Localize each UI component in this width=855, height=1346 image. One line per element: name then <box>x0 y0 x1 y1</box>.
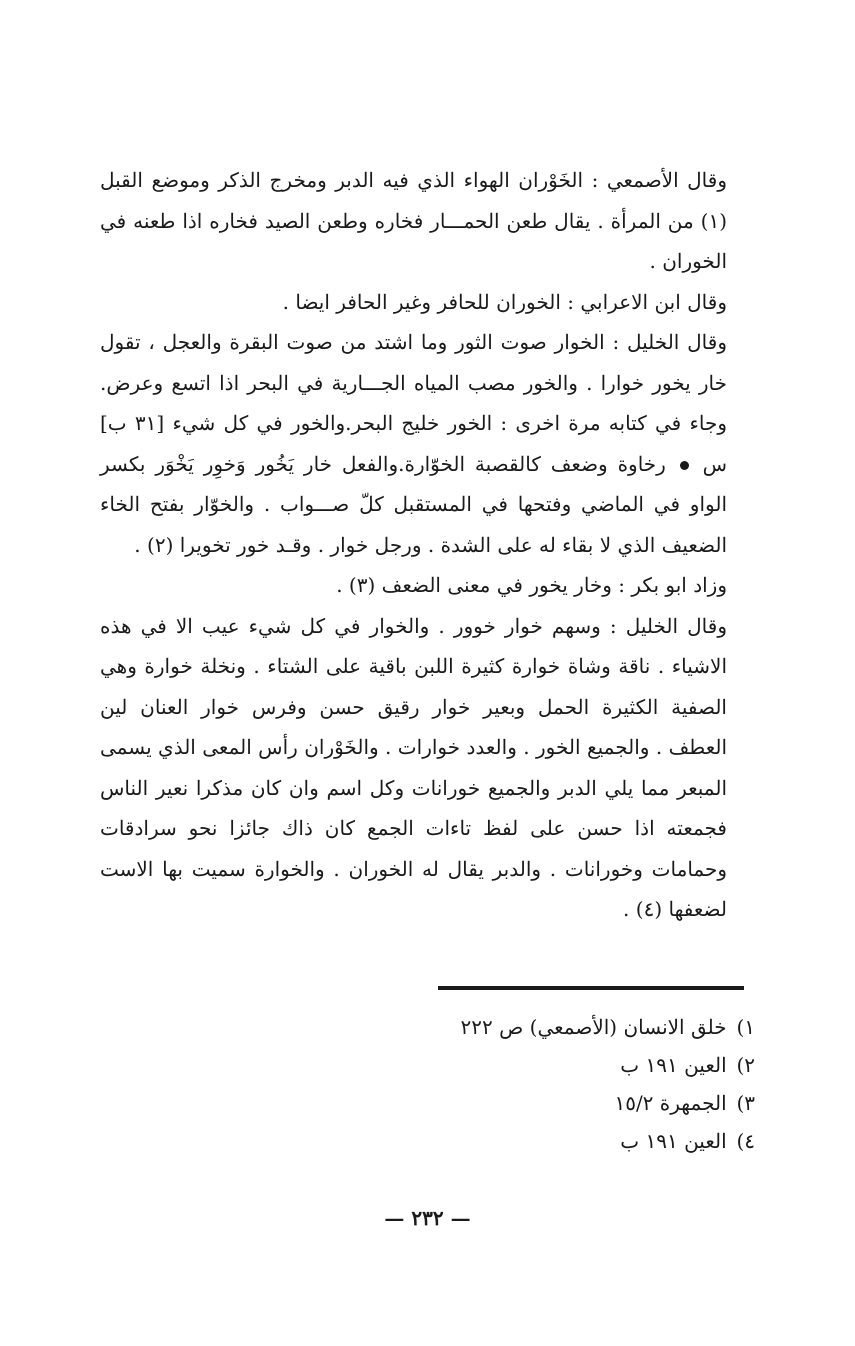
footnote-text: الجمهرة ١٥/٢ <box>614 1091 727 1115</box>
paragraph-abu-bakr: وزاد ابو بكر : وخار يخور في معنى الضعف (٣) . <box>336 573 727 597</box>
footnote-text: العين ١٩١ ب <box>620 1129 727 1153</box>
footnote-number: ٣) <box>736 1091 755 1115</box>
paragraph-asmai: وقال الأصمعي : الخَوْران الهواء الذي فيه الدبر ومخرج الذكر وموضع القبل (١) من المرأة . يقال طعن الحمـــار فخاره وطعن الصيد فخاره اذا طعنه في الخوران . <box>100 168 727 273</box>
paragraph-khalil-1 <box>100 322 755 565</box>
footnote-number: ١) <box>736 1015 755 1039</box>
footnote-item <box>355 1084 755 1122</box>
footnote-divider <box>438 986 744 990</box>
paragraph-khalil-2: وقال الخليل : وسهم خوار خوور . والخوار في كل شيء عيب الا في هذه الاشياء . ناقة وشاة خوارة كثيرة اللبن باقية على الشتاء . ونخلة خوارة وهي الصفية الكثيرة الحمل وبعير خوار رقيق حسن وفرس خوار العنان لين العطف . والجميع الخور . والعدد خوارات . والخَوْران رأس المعى الذي يسمى المبعر مما يلي الدبر والجميع خورانات وكل اسم وان كان مذكرا نعير الناس فجمعته اذا حسن على لفظ تاءات الجمع كان ذاك جائزا نحو سرادقات وحمامات وخورانات . والدبر يقال له الخوران . والخوارة سميت بها الاست لضعفها (٤) . <box>100 613 727 921</box>
paragraph-ibn-arabi: وقال ابن الاعرابي : الخوران للحافر وغير الحافر ايضا . <box>282 289 727 314</box>
paragraph-khalil-1-continuation: رخاوة وضعف كالقصبة الخوّارة.والفعل خار يَخُور وَخوِر يَخْوَر بكسر الواو في الماضي وفتحها في المستقبل كلّ صـــواب . والخوّار بفتح الخاء الضعيف الذي لا بقاء له على الشدة . ورجل خوار . وقـد خور تخويرا (٢) . <box>100 451 727 557</box>
footnote-number: ٤) <box>736 1129 755 1153</box>
paragraph-khalil-1-text: وقال الخليل : الخوار صوت الثور وما اشتد من صوت البقرة والعجل ، تقول خار يخور خوارا . والخور مصب المياه الجـــارية في البحر اذا اتسع وعرض. وجاء في كتابه مرة اخرى : الخور خليج البحر.والخور في كل شيء [٣١ ب] س <box>100 330 728 476</box>
footnotes-list <box>355 1008 755 1160</box>
main-text <box>100 160 755 930</box>
footnote-item <box>355 1046 755 1084</box>
footnote-text: خلق الانسان (الأصمعي) ص ٢٢٢ <box>460 1015 727 1039</box>
footnote-item <box>355 1122 755 1160</box>
footnote-number: ٢) <box>736 1053 755 1077</box>
bullet-marker-icon <box>680 461 689 470</box>
footnote-item <box>355 1008 755 1046</box>
footnote-text: العين ١٩١ ب <box>620 1053 727 1077</box>
page-number: — ٢٣٢ — <box>384 1206 471 1230</box>
